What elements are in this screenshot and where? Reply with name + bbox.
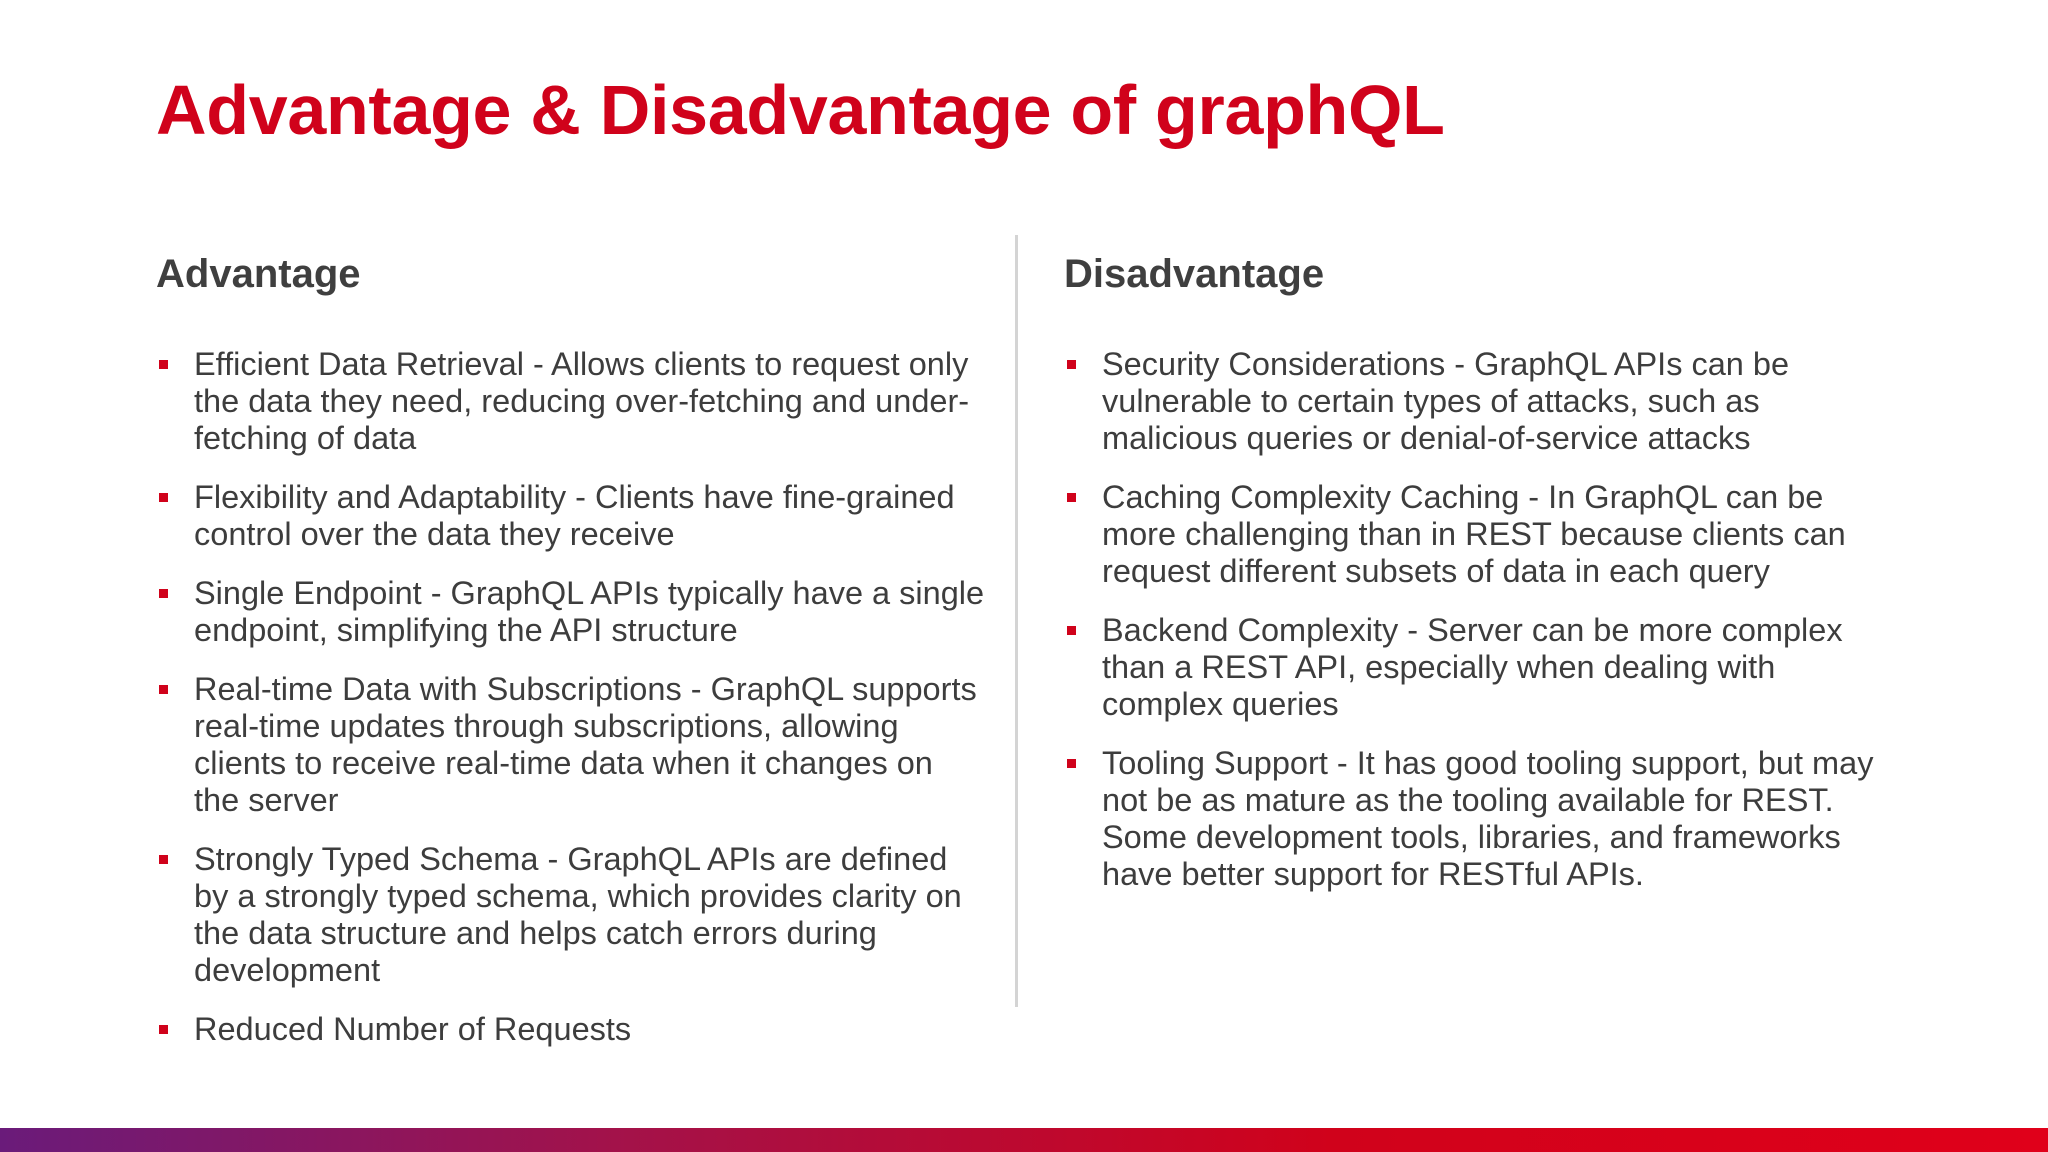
- advantages-list: [156, 346, 986, 1048]
- disadvantage-item: [1064, 612, 1894, 723]
- advantage-item: [156, 479, 986, 553]
- square-bullet-icon: [159, 360, 168, 369]
- square-bullet-icon: [1067, 626, 1076, 635]
- disadvantage-item-text: Caching Complexity Caching - In GraphQL can be more challenging than in REST because clients can request different subsets of data in each query: [1102, 479, 1846, 589]
- square-bullet-icon: [159, 493, 168, 502]
- square-bullet-icon: [159, 589, 168, 598]
- disadvantages-heading: Disadvantage: [1064, 252, 1325, 296]
- square-bullet-icon: [1067, 360, 1076, 369]
- square-bullet-icon: [1067, 759, 1076, 768]
- advantage-item-text: Flexibility and Adaptability - Clients have fine-grained control over the data they receive: [194, 479, 955, 552]
- disadvantage-item-text: Tooling Support - It has good tooling support, but may not be as mature as the tooling available for REST. Some development tools, libraries, and frameworks have better support for RESTful APIs.: [1102, 745, 1874, 892]
- advantage-item: [156, 1011, 986, 1048]
- disadvantage-item-text: Security Considerations - GraphQL APIs can be vulnerable to certain types of attacks, such as malicious queries or denial-of-service attacks: [1102, 346, 1790, 456]
- advantage-item-text: Reduced Number of Requests: [194, 1011, 632, 1047]
- advantage-item-text: Real-time Data with Subscriptions - GraphQL supports real-time updates through subscriptions, allowing clients to receive real-time data when it changes on the server: [194, 671, 977, 818]
- advantage-item: [156, 671, 986, 819]
- advantage-item: [156, 841, 986, 989]
- advantage-item-text: Strongly Typed Schema - GraphQL APIs are defined by a strongly typed schema, which provides clarity on the data structure and helps catch errors during development: [194, 841, 962, 988]
- disadvantage-item: [1064, 346, 1894, 457]
- advantage-item-text: Single Endpoint - GraphQL APIs typically have a single endpoint, simplifying the API structure: [194, 575, 985, 648]
- square-bullet-icon: [159, 1025, 168, 1034]
- square-bullet-icon: [1067, 493, 1076, 502]
- advantage-item: [156, 575, 986, 649]
- disadvantages-column: [1064, 246, 1894, 915]
- square-bullet-icon: [159, 685, 168, 694]
- disadvantages-list: [1064, 346, 1894, 893]
- advantage-item: [156, 346, 986, 457]
- disadvantage-item: [1064, 745, 1894, 893]
- advantages-column: [156, 246, 986, 1070]
- disadvantage-item: [1064, 479, 1894, 590]
- column-divider: [1015, 235, 1018, 1007]
- footer-gradient-bar: [0, 1128, 2048, 1152]
- advantage-item-text: Efficient Data Retrieval - Allows clients to request only the data they need, reducing over-fetching and under-fetching of data: [194, 346, 970, 456]
- slide-title: Advantage & Disadvantage of graphQL: [156, 71, 1445, 149]
- square-bullet-icon: [159, 855, 168, 864]
- advantages-heading: Advantage: [156, 252, 361, 296]
- disadvantage-item-text: Backend Complexity - Server can be more complex than a REST API, especially when dealing with complex queries: [1102, 612, 1843, 722]
